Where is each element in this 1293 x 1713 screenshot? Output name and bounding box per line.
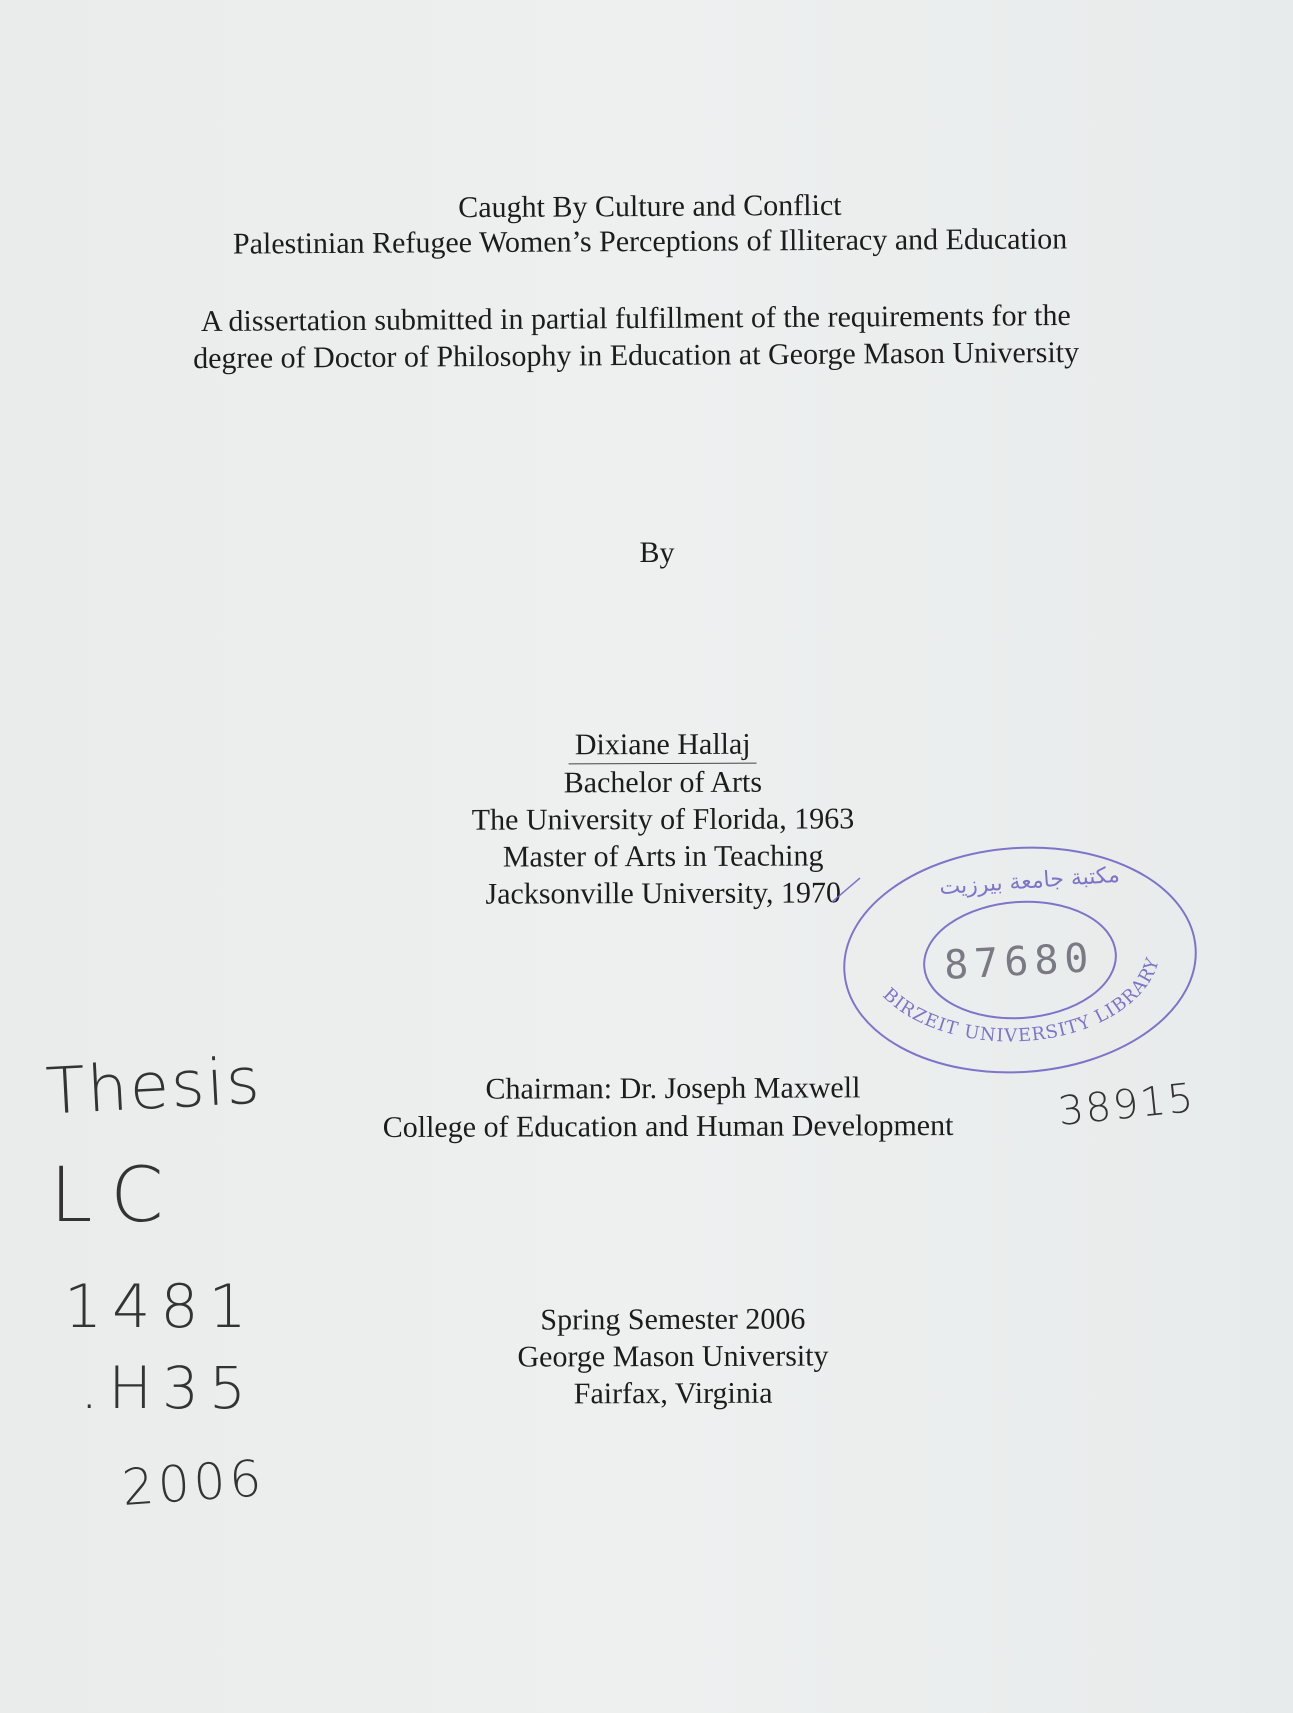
stamp-arabic-text: مكتبة جامعة بيرزيت [938, 862, 1121, 901]
location-line: Fairfax, Virginia [573, 1376, 773, 1411]
author-block [471, 725, 854, 912]
college-line: College of Education and Human Development [382, 1109, 954, 1144]
submission-line-2: degree of Doctor of Philosophy in Education at George Mason University [193, 335, 1080, 376]
hw-2006: 2006 [120, 1449, 268, 1517]
chairman-line: Chairman: Dr. Joseph Maxwell [485, 1071, 861, 1106]
by-label: By [639, 536, 675, 569]
dissertation-title [233, 185, 1068, 262]
author-school-2: Jacksonville University, 1970 [485, 876, 842, 911]
author-degree-2: Master of Arts in Teaching [502, 839, 824, 874]
handwritten-call-number [40, 1030, 300, 1550]
semester-line: Spring Semester 2006 [540, 1302, 806, 1337]
title-line-2: Palestinian Refugee Women’s Perceptions of Illiteracy and Education [232, 222, 1068, 261]
submission-line-1: A dissertation submitted in partial fulfillment of the requirements for the [200, 298, 1071, 339]
university-line: George Mason University [517, 1339, 829, 1374]
title-line-1: Caught By Culture and Conflict [458, 188, 842, 225]
author-name: Dixiane Hallaj [569, 729, 757, 765]
hw-1481: 1481 [64, 1272, 257, 1342]
handwritten-accession-number: 38915 [1055, 1074, 1198, 1136]
date-place-block [517, 1300, 828, 1412]
library-stamp [830, 830, 1210, 1090]
stamp-english-text: BIRZEIT UNIVERSITY LIBRARY [878, 954, 1164, 1047]
hw-h35: .H35 [80, 1354, 256, 1422]
author-degree-1: Bachelor of Arts [563, 765, 763, 800]
hw-thesis: Thesis [44, 1044, 264, 1130]
author-school-1: The University of Florida, 1963 [471, 802, 855, 837]
submission-statement [193, 297, 1079, 377]
hw-lc: LC [50, 1150, 182, 1239]
stamp-number: 87680 [943, 935, 1096, 989]
